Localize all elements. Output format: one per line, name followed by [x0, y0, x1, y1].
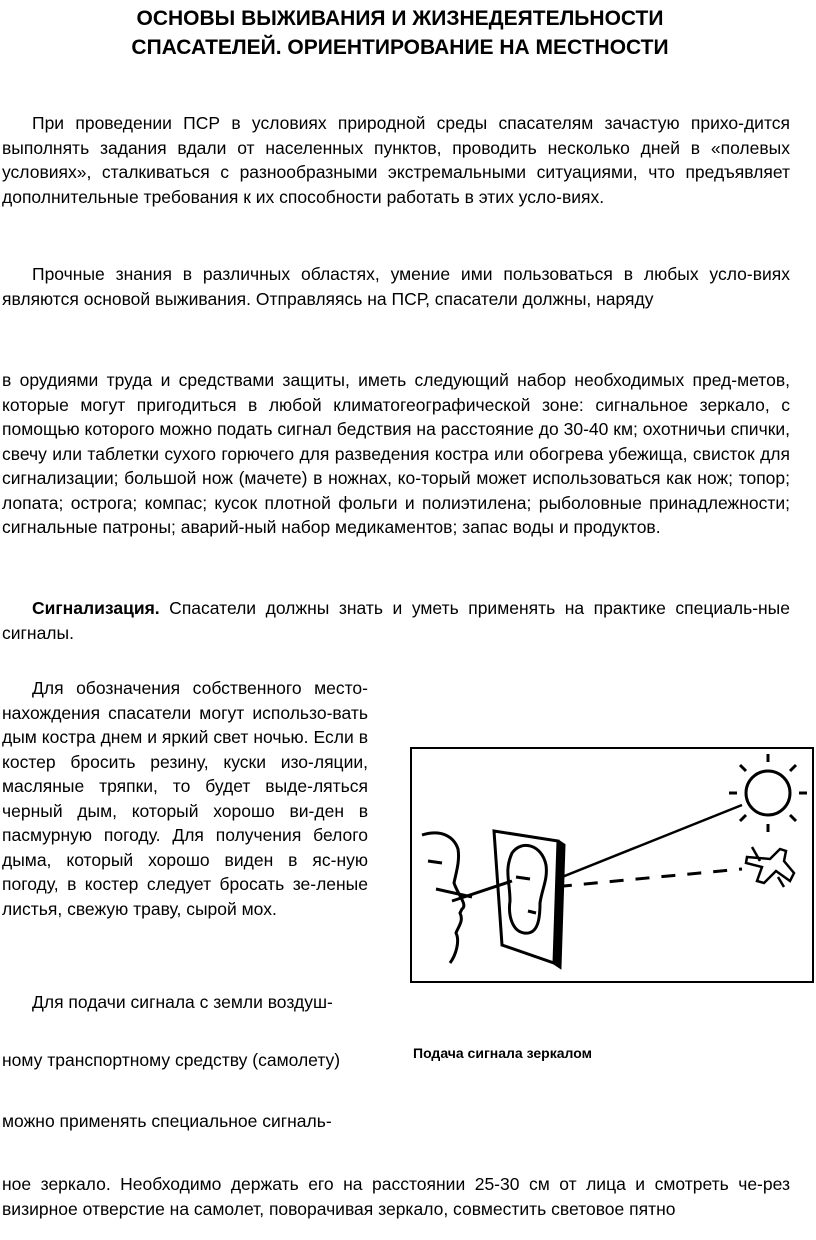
paragraph-signaling — [2, 596, 790, 645]
title-line-2: СПАСАТЕЛЕЙ. ОРИЕНТИРОВАНИЕ НА МЕСТНОСТИ — [131, 36, 669, 59]
paragraph-mirror: ное зеркало. Необходимо держать его на расстоянии 25-30 см от лица и смотреть че-рез визирное отверстие на самолет, поворачивая зеркало, совместить световое пятно — [2, 1174, 790, 1219]
paragraph-knowledge: Прочные знания в различных областях, умение ими пользоваться в любых усло-виях являются основой выживания. Отправляясь на ПСР, спасатели должны, наряду — [2, 264, 790, 309]
sun-icon — [729, 754, 807, 832]
text-line-aircraft-3: можно применять специальное сигналь- — [2, 1111, 332, 1131]
paragraph-smoke: Для обозначения собственного место-нахождения спасатели могут использо-вать дым костра днем и яркий свет ночью. Если в костер бросить резину, куски изо-ляции, масляные тряпки, то будет выде-ляться черный дым, который хорошо ви-ден в пасмурную погоду. Для получения белого дыма, который хорошо виден в яс-ную погоду, в костер следует бросать зе-леные листья, свежую траву, сырой мох. — [2, 678, 368, 919]
airplane-icon — [746, 847, 794, 887]
mirror-icon — [494, 831, 564, 967]
text-line-aircraft-1: Для подачи сигнала с земли воздуш- — [32, 992, 333, 1012]
paragraph-intro: При проведении ПСР в условиях природной среды спасателям зачастую прихо-дится выполнять задания вдали от населенных пунктов, проводить несколько дней в «полевых условиях», сталкиваться с разнообразными экстремальными ситуациями, что предъявляет дополнительные требования к их способности работать в этих усло-виях. — [2, 113, 790, 207]
page-title — [80, 4, 720, 62]
signaling-text: Спасатели должны знать и уметь применять на практике специаль-ные сигналы. — [2, 598, 790, 643]
title-line-1: ОСНОВЫ ВЫЖИВАНИЯ И ЖИЗНЕДЕЯТЕЛЬНОСТИ — [136, 7, 664, 30]
figure-caption: Подача сигнала зеркалом — [413, 1045, 592, 1061]
paragraph-equipment: в орудиями труда и средствами защиты, иметь следующий набор необходимых пред-метов, которые могут пригодиться в любой климатогеографической зоне: сигнальное зеркало, с помощью которого можно подать сигнал бедствия на расстояние до 30-40 км; охотничьи спички, свечу или таблетки сухого горючего для разведения костра или обогрева убежища, свисток для сигнализации; большой нож (мачете) в ножнах, ко-торый может использоваться как нож; топор; лопата; острога; компас; кусок плотной фольги и полиэтилена; рыболовные принадлежности; сигнальные патроны; аварий-ный набор медикаментов; запас воды и продуктов. — [2, 370, 790, 537]
mirror-signal-figure — [410, 747, 814, 983]
text-line-aircraft-2: ному транспортному средству (самолету) — [2, 1050, 341, 1070]
signaling-heading: Сигнализация. — [32, 598, 160, 618]
figure-drawing — [412, 749, 812, 981]
